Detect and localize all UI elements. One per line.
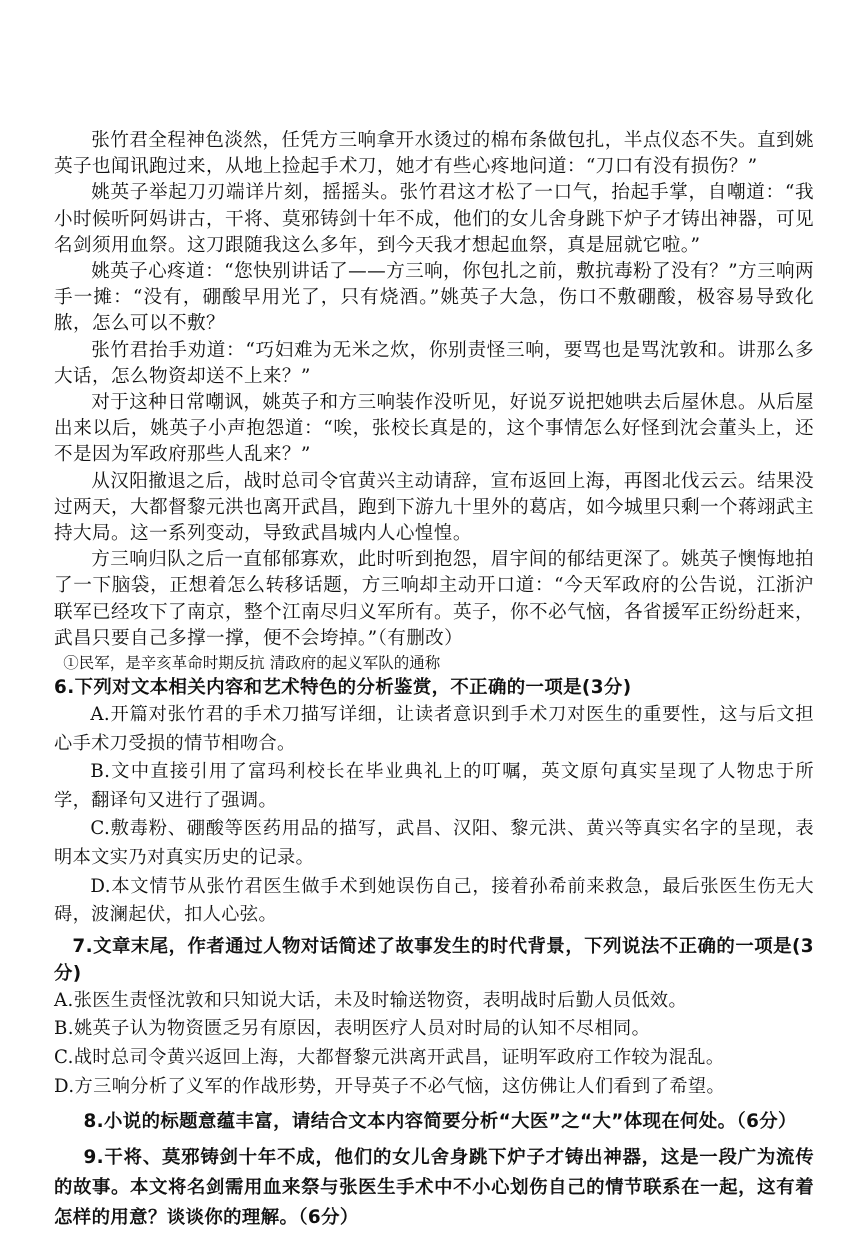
footnote: ①民军，是辛亥革命时期反抗 清政府的起义军队的通称 <box>63 654 441 673</box>
story-paragraph: 方三响归队之后一直郁郁寡欢，此时听到抱怨，眉宇间的郁结更深了。姚英子懊悔地拍了一下脑袋，正想着怎么转移话题，方三响却主动开口道：“今天军政府的公告说，江浙沪联军已经攻下了南京，整个江南尽归义军所有。英子，你不必气恼，各省援军正纷纷赶来，武昌只要自己多撑一撑，便不会垮掉。”（有删改） <box>54 549 814 649</box>
answer-option: A.张医生责怪沈敦和只知说大话，未及时输送物资，表明战时后勤人员低效。 <box>54 989 688 1011</box>
question-stem: 7.文章末尾，作者通过人物对话简述了故事发生的时代背景，下列说法不正确的一项是(3分) <box>54 935 814 984</box>
story-excerpt <box>54 128 814 674</box>
question-stem: 8.小说的标题意蕴丰富，请结合文本内容简要分析“大医”之“大”体现在何处。（6分） <box>83 1111 797 1133</box>
answer-option: C.敷毒粉、硼酸等医药用品的描写，武昌、汉阳、黎元洪、黄兴等真实名字的呈现，表明本文实乃对真实历史的记录。 <box>54 818 814 869</box>
question-6 <box>54 674 814 930</box>
story-paragraph: 姚英子举起刀刃端详片刻，摇摇头。张竹君这才松了一口气，抬起手掌，自嘲道：“我小时候听阿妈讲古，干将、莫邪铸剑十年不成，他们的女儿舍身跳下炉子才铸出神器，可见名剑须用血祭。这刀跟随我这么多年，到今天我才想起血祭，真是屈就它啦。” <box>54 182 814 256</box>
story-paragraph: 姚英子心疼道：“您快别讲话了——方三响，你包扎之前，敷抗毒粉了没有？”方三响两手一摊：“没有，硼酸早用光了，只有烧酒。”姚英子大急，伤口不敷硼酸，极容易导致化脓，怎么可以不敷？ <box>54 261 814 335</box>
answer-option: A.开篇对张竹君的手术刀描写详细，让读者意识到手术刀对医生的重要性，这与后文担心手术刀受损的情节相吻合。 <box>54 704 814 754</box>
answer-option: D.本文情节从张竹君医生做手术到她误伤自己，接着孙希前来救急，最后张医生伤无大碍，波澜起伏，扣人心弦。 <box>54 875 814 926</box>
question-stem: 6.下列对文本相关内容和艺术特色的分析鉴赏，不正确的一项是(3分) <box>54 677 632 699</box>
question-8 <box>54 1107 814 1137</box>
answer-option: B.文中直接引用了富玛利校长在毕业典礼上的叮嘱，英文原句真实呈现了人物忠于所学，翻译句又进行了强调。 <box>54 761 814 811</box>
answer-option: D.方三响分析了义军的作战形势，开导英子不必气恼，这仿佛让人们看到了希望。 <box>54 1075 726 1097</box>
question-7 <box>54 933 814 1101</box>
exam-page <box>54 128 814 1233</box>
story-paragraph: 张竹君抬手劝道：“巧妇难为无米之炊，你别责怪三响，要骂也是骂沈敦和。讲那么多大话，怎么物资却送不上来？” <box>54 339 814 387</box>
answer-option: B.姚英子认为物资匮乏另有原因，表明医疗人员对时局的认知不尽相同。 <box>54 1018 651 1040</box>
story-paragraph: 张竹君全程神色淡然，任凭方三响拿开水烫过的棉布条做包扎，半点仪态不失。直到姚英子也闻讯跑过来，从地上捡起手术刀，她才有些心疼地问道：“刀口有没有损伤？” <box>54 130 814 178</box>
story-paragraph: 对于这种日常嘲讽，姚英子和方三响装作没听见，好说歹说把她哄去后屋休息。从后屋出来以后，姚英子小声抱怨道：“唉，张校长真是的，这个事情怎么好怪到沈会董头上，还不是因为军政府那些人乱来？” <box>54 392 814 466</box>
story-paragraph: 从汉阳撤退之后，战时总司令官黄兴主动请辞，宣布返回上海，再图北伐云云。结果没过两天，大都督黎元洪也离开武昌，跑到下游九十里外的葛店，如今城里只剩一个蒋翊武主持大局。这一系列变动，导致武昌城内人心惶惶。 <box>54 470 814 545</box>
answer-option: C.战时总司令黄兴返回上海，大都督黎元洪离开武昌，证明军政府工作较为混乱。 <box>54 1047 725 1068</box>
question-9 <box>54 1143 814 1233</box>
question-stem: 9.干将、莫邪铸剑十年不成，他们的女儿舍身跳下炉子才铸出神器，这是一段广为流传的故事。本文将名剑需用血来祭与张医生手术中不小心划伤自己的情节联系在一起，这有着怎样的用意？谈谈你的理解。（6分） <box>54 1147 814 1229</box>
